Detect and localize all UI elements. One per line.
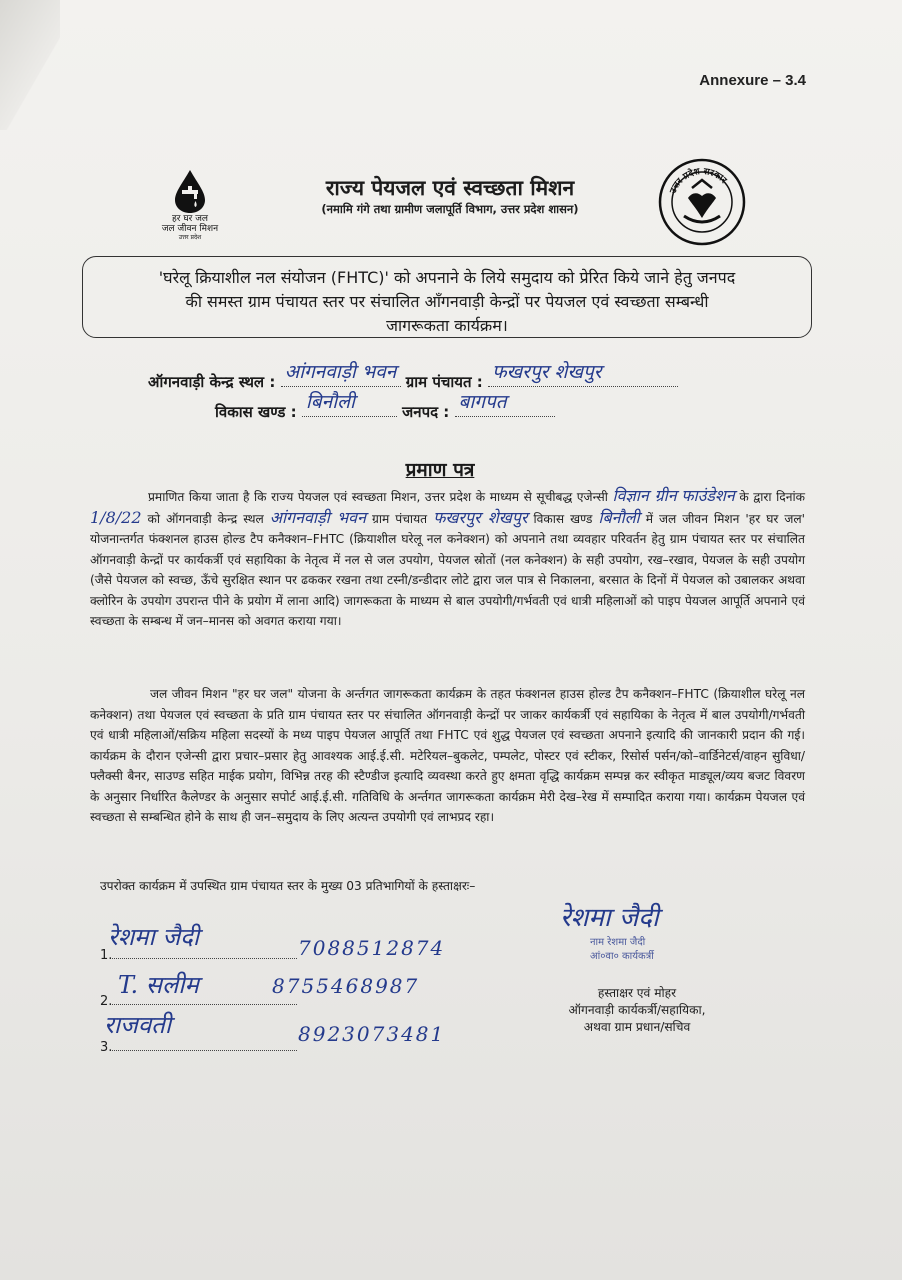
anganwadi-value: आंगनवाड़ी भवन	[284, 361, 397, 383]
signature-caption-1: हस्ताक्षर एवं मोहर	[597, 986, 677, 1000]
participant-1-name: रेशमा जैदी	[108, 923, 200, 951]
annexure-label: Annexure – 3.4	[699, 72, 806, 89]
anganwadi-label: ऑगनवाड़ी केन्द्र स्थल :	[148, 373, 276, 391]
p1-agency-hand: विज्ञान ग्रीन	[612, 486, 677, 505]
participant-3-num: 3.	[100, 1040, 113, 1055]
logo-caption-1: हर घर जल	[172, 214, 208, 224]
signatures-intro: उपरोक्त कार्यक्रम में उपस्थित ग्राम पंचायत स्तर के मुख्य 03 प्रतिभागियों के हस्ताक्षरः–	[100, 879, 476, 893]
anganwadi-field[interactable]	[281, 361, 401, 387]
participant-2-phone: 8755468987	[272, 974, 420, 998]
program-title-banner	[82, 256, 812, 338]
block-label: विकास खण्ड :	[215, 403, 297, 421]
panchayat-label: ग्राम पंचायत :	[405, 373, 483, 391]
certificate-paragraph-2: जल जीवन मिशन "हर घर जल" योजना के अर्न्तगत जागरूकता कार्यक्रम के तहत फंक्शनल हाउस होल्ड टैप कनैक्शन–FHTC (क्रियाशील घरेलू नल कनेक्शन) तथा पेयजल एवं स्वच्छता के प्रति ग्राम पंचायत स्तर पर संचालित ऑगनवाड़ी केन्द्रों पर जाकर कार्यकर्त्री एवं सहायिका के नेतृत्व में बाल उपयोगी/गर्भवती एवं धात्री महिलाओं/सक्रिय महिला सदस्यों के मध्य पाइप पेयजल आपूर्ति तथा FHTC एवं शुद्ध पेयजल एवं स्वच्छता अपनाने इत्यादि की जानकारी प्रदान की गई। कार्यक्रम के दौरान एजेन्सी द्वारा प्रचार–प्रसार हेतु आवश्यक आई.ई.सी. मटेरियल–बुकलेट, पम्पलेट, पोस्टर एवं स्टीकर, रिसोर्स पर्सन/को–वार्डिनेटर्स/वाहन सुविधा/फ्लैक्सी बैनर, साउण्ड सहित माईक प्रयोग, विभिन्न तरह की स्टैण्डीज इत्यादि व्यवस्था करते हुए क्षमता वृद्धि कार्यक्रम सम्पन्न कर स्वीकृत माड्यूल/व्यय बजट विवरण के अनुसार निर्धारित कैलेण्डर के अनुसार सपोर्ट आई.ई.सी. गतिविधि के अर्न्तगत जागरूकता कार्यक्रम मेरी देख–रेख में सम्पादित कराया गया। कार्यक्रम पेयजल एवं स्वच्छता से सम्बन्धित होने के साथ ही जन–समुदाय के लिए अत्यन्त उपयोगी एवं लाभप्रद रहा।	[90, 687, 805, 824]
water-drop-tap-icon	[170, 168, 210, 214]
logo-caption-3: उत्तर प्रदेश	[178, 234, 202, 241]
header-subtitle: (नमामि गंगे तथा ग्रामीण जलापूर्ति विभाग, उत्तर प्रदेश शासन)	[321, 202, 579, 216]
p1-panchayat-hand: फखरपुर शेखपुर	[433, 507, 528, 527]
banner-line-1: 'घरेलू क्रियाशील नल संयोजन (FHTC)' को अपनाने के लिये समुदाय को प्रेरित किये जाने हेतु जनपद	[158, 268, 736, 287]
up-government-seal	[658, 158, 746, 246]
stamp-line-2: आं०वा० कार्यकर्त्री	[590, 951, 654, 962]
field-row-2	[215, 391, 555, 422]
p1-start: प्रमाणित किया जाता है कि राज्य पेयजल एवं स्वच्छता मिशन, उत्तर प्रदेश के माध्यम से सूचीबद्ध एजेन्सी	[148, 490, 608, 504]
certificate-title: प्रमाण पत्र	[405, 459, 475, 481]
participant-1-num: 1.	[100, 948, 113, 963]
seal-text: उत्तर प्रदेश सरकार	[668, 166, 729, 196]
block-field[interactable]	[302, 391, 397, 417]
participant-3-phone: 8923073481	[298, 1022, 446, 1046]
svg-text:उत्तर प्रदेश सरकार	[668, 166, 728, 196]
district-label: जनपद :	[402, 403, 450, 421]
anganwadi-worker-signature	[560, 898, 760, 962]
p1-panchayat-label: पंचायत	[395, 511, 428, 526]
stamp-line-1: नाम रेशमा जैदी	[590, 937, 646, 948]
p1-agency-hand2: फाउंडेशन	[681, 486, 735, 505]
field-row-1	[148, 361, 678, 392]
district-field[interactable]	[455, 391, 555, 417]
logo-caption-2: जल जीवन मिशन	[161, 224, 219, 234]
district-value: बागपत	[458, 391, 507, 413]
participant-2-name: T. सलीम	[118, 971, 199, 999]
p1-place-label: को ऑगनवाड़ी केन्द्र स्थल	[147, 511, 264, 526]
signature-caption-3: अथवा ग्राम प्रधान/सचिव	[583, 1020, 691, 1034]
panchayat-value: फखरपुर शेखपुर	[491, 361, 602, 383]
p1-date-hand: 1/8/22	[90, 507, 142, 527]
p1-date-label: के द्वारा दिनांक	[739, 490, 806, 504]
p1-block-label: विकास खण्ड	[533, 511, 593, 526]
participant-2-num: 2.	[100, 994, 113, 1009]
page-fold-shadow	[0, 0, 60, 130]
participant-1-phone: 7088512874	[298, 936, 446, 960]
seal-icon	[658, 158, 746, 246]
banner-line-3: जागरूकता कार्यक्रम।	[386, 316, 508, 335]
banner-line-2: की समस्त ग्राम पंचायत स्तर पर संचालित आँगनवाड़ी केन्द्रों पर पेयजल एवं स्वच्छता सम्बन्धी	[185, 292, 709, 311]
header-title: राज्य पेयजल एवं स्वच्छता मिशन	[325, 176, 575, 200]
panchayat-field[interactable]	[488, 361, 678, 387]
p1-gram: ग्राम	[371, 511, 390, 526]
right-signature-name: रेशमा जैदी	[560, 903, 659, 933]
p1-place-hand: आंगनवाड़ी भवन	[269, 507, 366, 527]
signature-caption	[532, 985, 742, 1036]
participant-3-name: राजवती	[104, 1011, 172, 1039]
p1-rest: में जल जीवन मिशन 'हर घर जल' योजनान्तर्गत फंक्शनल हाउस होल्ड टैप कनैक्शन–FHTC (क्रियाशील घरेलू नल कनेक्शन) को अपनाने तथा व्यवहार परिवर्तन हेतु ग्राम पंचायत स्तर पर संचालित ऑगनवाड़ी केन्द्रों पर कार्यकर्त्री एवं सहायिका के नेतृत्व में नल से जल उपयोग, पेयजल स्रोतों (नल कनेक्शन) के सही उपयोग, रख–रखाव, पेयजल के सही उपयोग (जैसे पेयजल को स्वच्छ, ऊँचे सुरक्षित स्थान पर ढककर रखना तथा टस्नी/डन्डीदार लोटे द्वारा जल पात्र से निकालना, बरसात के दिनों में पेयजल को उबालकर अथवा क्लोरिन के उपयोग उपरान्त पीने के प्रयोग में लाना आदि) जागरूकता के माध्यम से बाल उपयोगी/गर्भवती एवं धात्री महिलाओं को पाइप पेयजल आपूर्ति अपनाने एवं स्वच्छता के सम्बन्ध में जन–मानस को अवगत कराया गया।	[90, 511, 806, 628]
jal-jeevan-mission-logo	[150, 168, 230, 258]
block-value: बिनौली	[305, 391, 355, 413]
p1-block-hand: बिनौली	[598, 507, 640, 527]
signature-caption-2: ऑगनवाड़ी कार्यकर्त्री/सहायिका,	[568, 1003, 706, 1017]
certificate-paragraph-1	[90, 486, 805, 632]
